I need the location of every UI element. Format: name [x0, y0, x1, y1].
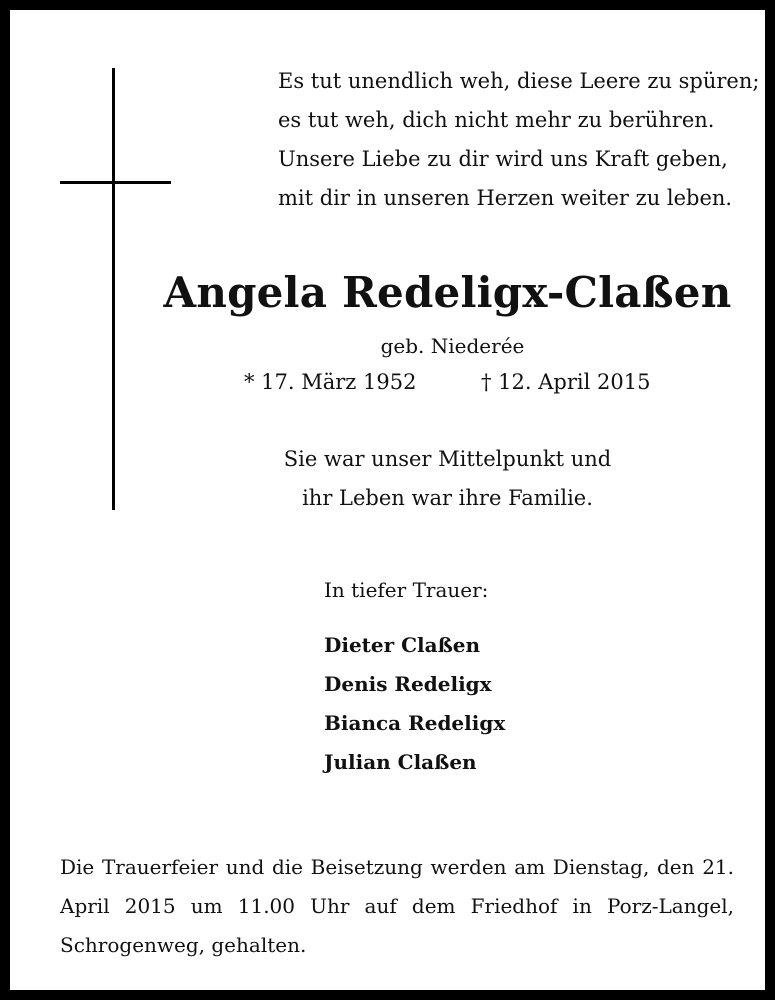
mourner-name: Julian Claßen	[324, 750, 477, 774]
mourner-name: Dieter Claßen	[324, 633, 481, 657]
poem-line: es tut weh, dich nicht mehr zu berühren.	[278, 108, 715, 132]
poem-line: mit dir in unseren Herzen weiter zu leben.	[278, 186, 733, 210]
mourner-list	[324, 626, 505, 782]
motto-line: ihr Leben war ihre Familie.	[302, 486, 593, 510]
motto	[10, 440, 775, 518]
deceased-name: Angela Redeligx-Claßen	[163, 268, 732, 317]
cross-icon-horizontal-bar	[60, 181, 171, 184]
poem	[278, 62, 759, 218]
death-date: † 12. April 2015	[481, 370, 651, 394]
poem-line: Es tut unendlich weh, diese Leere zu spüren;	[278, 69, 760, 93]
birth-name: geb. Niederée	[380, 334, 525, 358]
birth-date: * 17. März 1952	[244, 370, 417, 394]
mourner-name: Bianca Redeligx	[324, 711, 506, 735]
poem-line: Unsere Liebe zu dir wird uns Kraft geben,	[278, 147, 728, 171]
motto-line: Sie war unser Mittelpunkt und	[283, 447, 612, 471]
funeral-notice: Die Trauerfeier und die Beisetzung werden am Dienstag, den 21. April 2015 um 11.00 Uhr auf dem Friedhof in Porz-Langel, Schrogenweg, gehalten.	[60, 855, 734, 957]
mourner-name: Denis Redeligx	[324, 672, 492, 696]
mourning-heading: In tiefer Trauer:	[324, 578, 489, 602]
